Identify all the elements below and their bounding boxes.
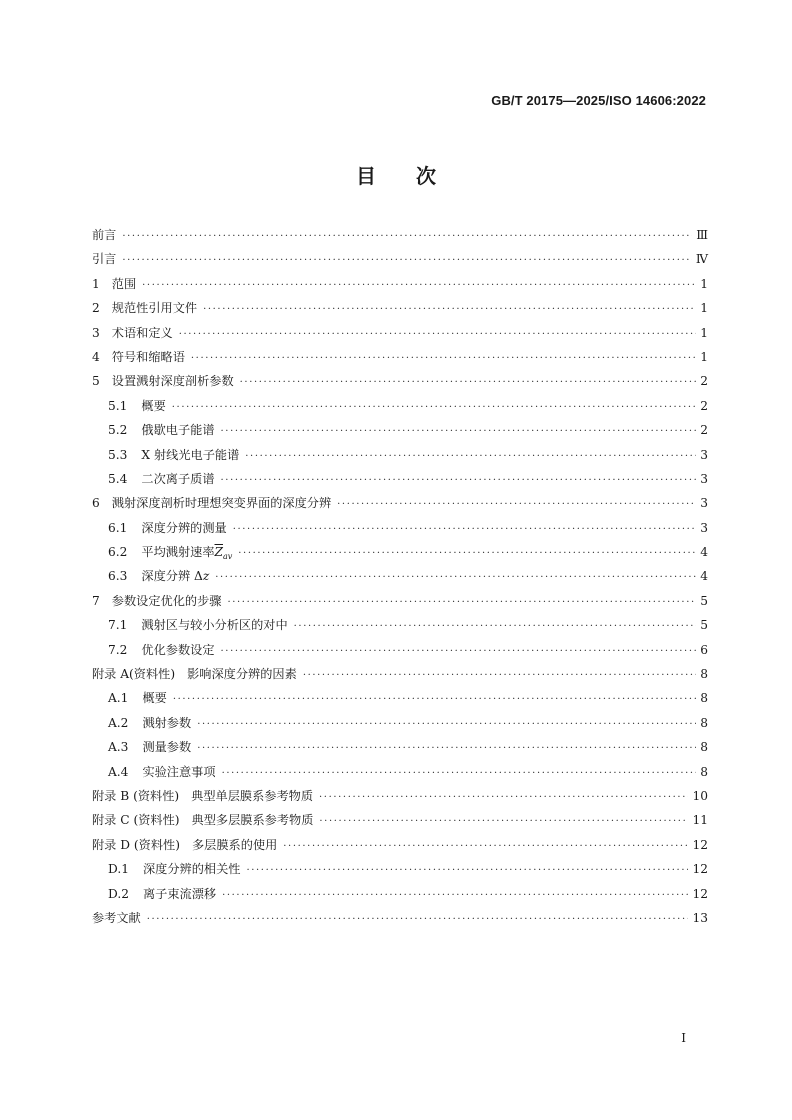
toc-label: 测量参数	[142, 740, 192, 755]
dot-leader	[283, 841, 688, 852]
toc-entry-bibliography[interactable]	[92, 909, 708, 933]
toc-page-number: 13	[692, 910, 708, 925]
toc-page-number: 6	[700, 642, 708, 657]
toc-label: 附录 D (资料性)	[92, 837, 180, 852]
toc-page-number: Ⅳ	[695, 252, 708, 267]
toc-label: 设置溅射深度剖析参数	[111, 374, 234, 389]
toc-number: A.3	[108, 740, 129, 755]
dot-leader	[294, 621, 696, 632]
toc-label: 参考文献	[92, 910, 141, 925]
toc-entry-d-2[interactable]	[92, 885, 708, 909]
toc-number: 6	[92, 496, 100, 511]
toc-page-number: 3	[700, 520, 708, 535]
toc-entry-6-1[interactable]	[92, 519, 708, 543]
toc-page-number: 5	[700, 618, 708, 633]
dot-leader	[122, 231, 692, 242]
dot-leader	[222, 768, 696, 779]
toc-label: 术语和定义	[111, 325, 173, 340]
toc-number: 7.2	[108, 642, 128, 657]
toc-label: 符号和缩略语	[111, 349, 185, 364]
toc-entry-a-2[interactable]	[92, 714, 708, 738]
toc-page-number: 11	[692, 813, 708, 828]
toc-label: X 射线光电子能谱	[141, 447, 240, 462]
toc-entry-5-1[interactable]	[92, 397, 708, 421]
dot-leader	[319, 816, 688, 827]
toc-label: 附录 B (资料性)	[92, 788, 180, 803]
annex-title: 典型多层膜系参考物质	[191, 813, 314, 828]
toc-page-number: 1	[700, 349, 708, 364]
toc-number: A.4	[108, 764, 129, 779]
dot-leader	[221, 426, 696, 437]
toc-page-number: 1	[700, 301, 708, 316]
page-number: I	[681, 1031, 686, 1045]
toc-entry-a-4[interactable]	[92, 763, 708, 787]
toc-label: 俄歇电子能谱	[141, 423, 215, 438]
dot-leader	[238, 548, 696, 559]
toc-label: 实验注意事项	[142, 764, 216, 779]
toc-label: 离子束流漂移	[142, 886, 217, 901]
dot-leader	[233, 524, 696, 535]
toc-number: 1	[92, 276, 100, 291]
toc-number: 5.3	[108, 447, 128, 462]
toc-entry-7-2[interactable]	[92, 641, 708, 665]
toc-entry-a-3[interactable]	[92, 738, 708, 762]
toc-label: 规范性引用文件	[111, 301, 198, 316]
toc-label: 概要	[141, 398, 166, 413]
standard-code: GB/T 20175—2025/ISO 14606:2022	[491, 93, 706, 108]
dot-leader	[172, 402, 696, 413]
toc-entry-1[interactable]	[92, 275, 708, 299]
toc-entry-annex-d[interactable]	[92, 836, 708, 860]
toc-number: 3	[92, 325, 100, 340]
toc-label: 参数设定优化的步骤	[111, 593, 222, 608]
toc-page-number: 8	[700, 715, 708, 730]
toc-number: 5	[92, 374, 100, 389]
toc-page-number: 10	[692, 788, 708, 803]
dot-leader	[179, 329, 696, 340]
table-of-contents	[92, 226, 708, 933]
toc-entry-3[interactable]	[92, 324, 708, 348]
toc-entry-4[interactable]	[92, 348, 708, 372]
toc-label: 溅射参数	[142, 715, 192, 730]
toc-page-number: 2	[700, 423, 708, 438]
toc-page-number: 8	[700, 691, 708, 706]
toc-page-number: 3	[700, 447, 708, 462]
toc-number: 7	[92, 593, 100, 608]
toc-page-number: 4	[700, 545, 708, 560]
dot-leader	[122, 255, 691, 266]
toc-number: 5.1	[108, 398, 128, 413]
toc-entry-6[interactable]	[92, 494, 708, 518]
dot-leader	[142, 280, 696, 291]
dot-leader	[245, 451, 696, 462]
toc-page-number: 1	[700, 325, 708, 340]
toc-label: 溅射区与较小分析区的对中	[141, 618, 288, 633]
toc-number: 6.3	[108, 569, 128, 584]
toc-entry-a-1[interactable]	[92, 689, 708, 713]
toc-page-number: 2	[700, 398, 708, 413]
toc-number: A.2	[108, 715, 129, 730]
toc-entry-6-2[interactable]	[92, 543, 708, 567]
toc-label: 深度分辨的测量	[141, 520, 227, 535]
toc-page-number: 3	[700, 471, 708, 486]
toc-label: 深度分辨 Δ	[141, 569, 203, 584]
toc-entry-d-1[interactable]	[92, 860, 708, 884]
toc-page-number: 4	[700, 569, 708, 584]
toc-page-number: 5	[700, 593, 708, 608]
toc-label: 二次离子质谱	[141, 471, 215, 486]
toc-label: 概要	[142, 691, 167, 706]
symbol-z-average: $\overline{Z}$	[214, 545, 223, 560]
toc-entry-6-3[interactable]	[92, 567, 708, 591]
toc-number: 6.1	[108, 520, 128, 535]
toc-page-number: 12	[692, 862, 708, 877]
toc-entry-5[interactable]	[92, 372, 708, 396]
annex-title: 影响深度分辨的因素	[187, 667, 297, 682]
toc-entry-5-2[interactable]	[92, 421, 708, 445]
toc-number: A.1	[108, 691, 129, 706]
toc-label: 前言	[92, 228, 117, 242]
toc-entry-foreword[interactable]	[92, 226, 708, 250]
dot-leader	[173, 694, 696, 705]
dot-leader	[303, 670, 696, 681]
toc-entry-7-1[interactable]	[92, 616, 708, 640]
toc-number: 5.4	[108, 471, 128, 486]
toc-page-number: Ⅲ	[696, 228, 708, 242]
dot-leader	[191, 353, 696, 364]
dot-leader	[240, 377, 696, 388]
toc-entry-5-3[interactable]	[92, 446, 708, 470]
toc-page-number: 8	[700, 740, 708, 755]
toc-number: 6.2	[108, 545, 128, 560]
toc-entry-7[interactable]	[92, 592, 708, 616]
toc-entry-2[interactable]	[92, 299, 708, 323]
toc-number: D.1	[108, 862, 129, 877]
page-title: 目次	[356, 164, 476, 188]
toc-page-number: 12	[692, 886, 708, 901]
toc-number: 5.2	[108, 423, 128, 438]
symbol-subscript: av	[222, 552, 233, 562]
toc-label: 优化参数设定	[141, 642, 215, 657]
dot-leader	[222, 890, 688, 901]
toc-label: 附录 A(资料性)	[92, 667, 176, 682]
toc-number: 2	[92, 301, 100, 316]
toc-number: 7.1	[108, 618, 128, 633]
dot-leader	[147, 914, 689, 925]
toc-label: 平均溅射速率	[141, 545, 215, 560]
toc-number: 4	[92, 349, 100, 364]
dot-leader	[337, 499, 696, 510]
toc-entry-introduction[interactable]	[92, 250, 708, 274]
toc-label: 引言	[92, 252, 117, 267]
toc-page-number: 2	[700, 374, 708, 389]
dot-leader	[197, 743, 696, 754]
toc-label: 附录 C (资料性)	[92, 813, 180, 828]
annex-title: 多层膜系的使用	[191, 837, 278, 852]
toc-entry-annex-b[interactable]	[92, 787, 708, 811]
toc-page-number: 8	[700, 667, 708, 682]
toc-page-number: 1	[700, 276, 708, 291]
dot-leader	[221, 646, 696, 657]
toc-label: 范围	[111, 276, 137, 291]
toc-label: 溅射深度剖析时理想突变界面的深度分辨	[111, 496, 332, 511]
dot-leader	[215, 572, 696, 583]
dot-leader	[221, 475, 696, 486]
toc-page-number: 3	[700, 496, 708, 511]
toc-page-number: 12	[692, 837, 708, 852]
toc-number: D.2	[108, 886, 129, 901]
toc-entry-annex-a[interactable]	[92, 665, 708, 689]
dot-leader	[227, 597, 696, 608]
toc-entry-annex-c[interactable]	[92, 811, 708, 835]
symbol-z: z	[202, 569, 210, 584]
toc-page-number: 8	[700, 764, 708, 779]
dot-leader	[319, 792, 688, 803]
annex-title: 典型单层膜系参考物质	[191, 788, 314, 803]
dot-leader	[203, 304, 696, 315]
dot-leader	[246, 865, 688, 876]
toc-label: 深度分辨的相关性	[142, 862, 241, 877]
dot-leader	[197, 719, 696, 730]
toc-entry-5-4[interactable]	[92, 470, 708, 494]
